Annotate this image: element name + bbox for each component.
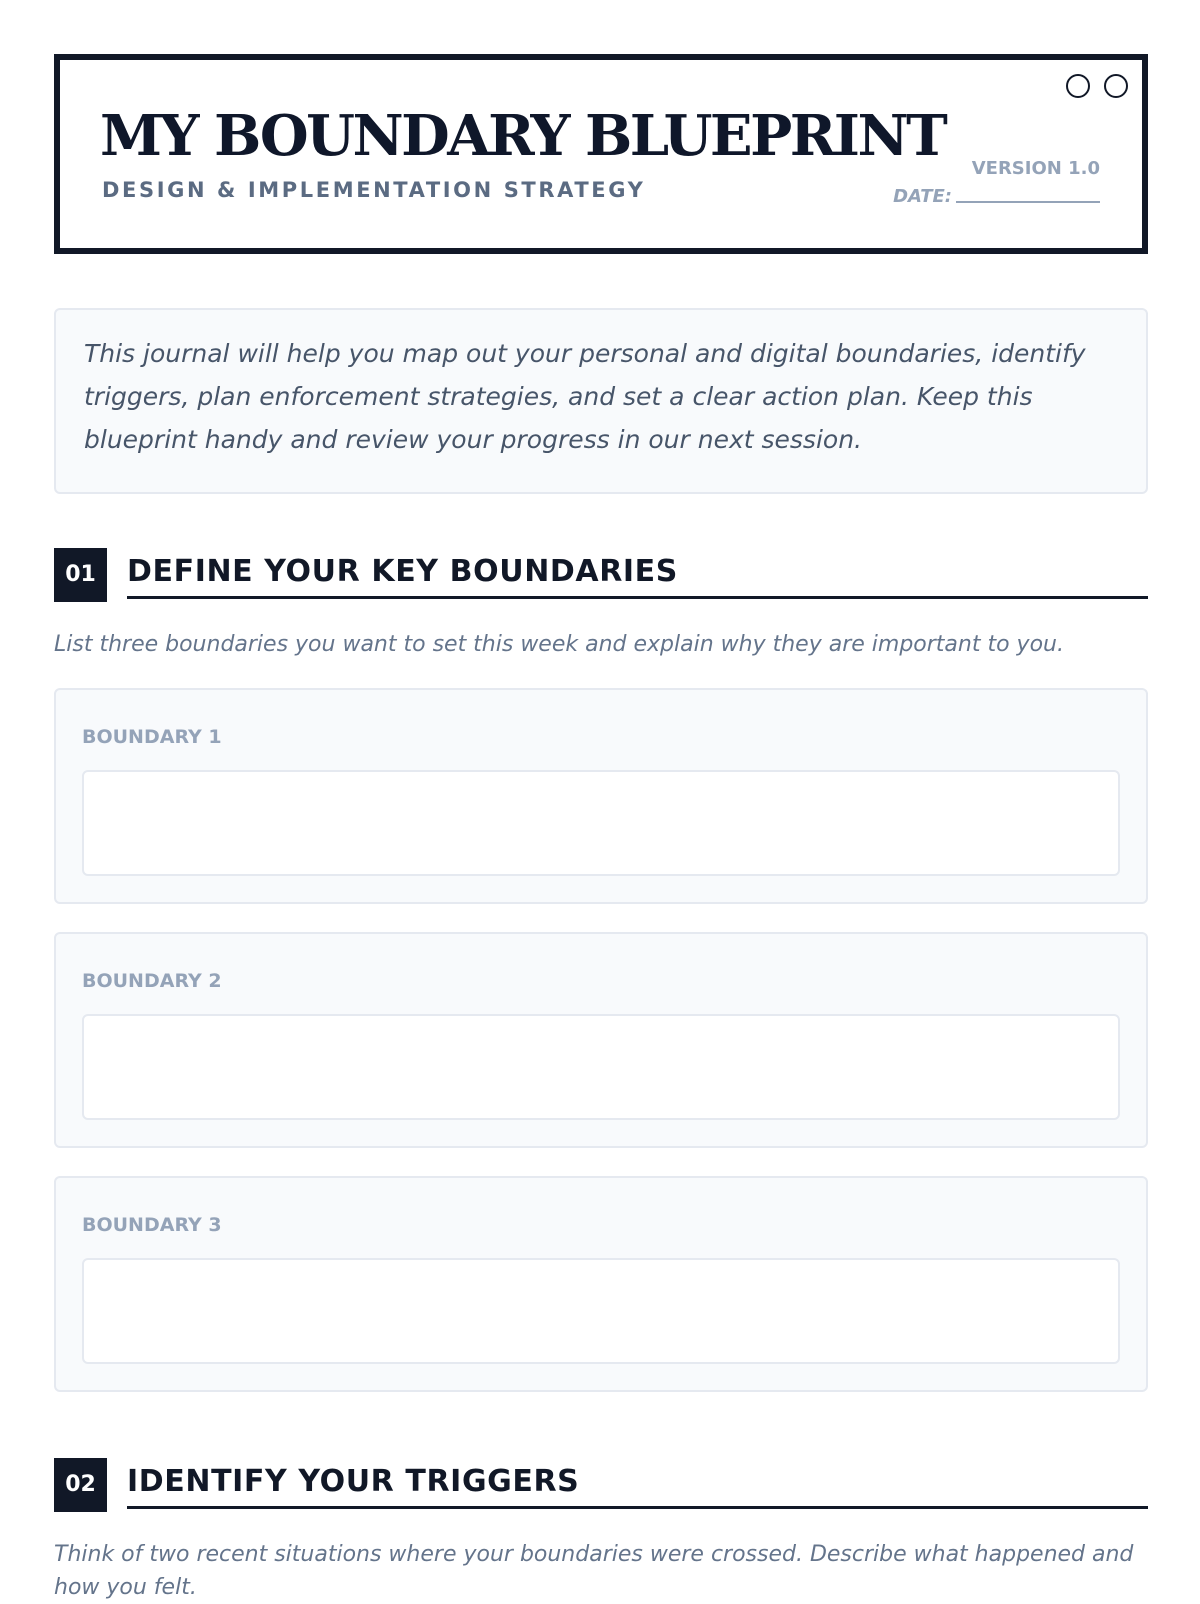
date-line[interactable] (956, 201, 1100, 203)
section-title: DEFINE YOUR KEY BOUNDARIES (127, 552, 1148, 599)
circle-icon (1066, 74, 1090, 98)
section-description: List three boundaries you want to set this week and explain why they are important to you. (54, 632, 1064, 657)
section-heading-02 (54, 1458, 1148, 1512)
intro-text: This journal will help you map out your personal and digital boundaries, identify triggers, plan enforcement strategies, and set a clear action plan. Keep this blueprint handy and review your progress in our next session. (84, 339, 1086, 454)
boundary-card-3 (54, 1176, 1148, 1392)
header-card (54, 54, 1148, 254)
decorative-circles (1066, 74, 1128, 98)
page-subtitle: DESIGN & IMPLEMENTATION STRATEGY (102, 178, 646, 202)
section-heading-01 (54, 548, 1148, 602)
circle-icon (1104, 74, 1128, 98)
date-label: DATE: (893, 186, 952, 207)
section-number-badge: 02 (54, 1458, 107, 1512)
version-label: VERSION 1.0 (971, 158, 1100, 179)
boundary-card-1 (54, 688, 1148, 904)
boundary-1-input[interactable] (82, 770, 1120, 876)
section-description: Think of two recent situations where your boundaries were crossed. Describe what happened and how you felt. (54, 1542, 1134, 1600)
boundary-3-input[interactable] (82, 1258, 1120, 1364)
boundary-label: BOUNDARY 3 (82, 1214, 222, 1236)
boundary-card-2 (54, 932, 1148, 1148)
boundary-label: BOUNDARY 1 (82, 726, 222, 748)
section-title: IDENTIFY YOUR TRIGGERS (127, 1462, 1148, 1509)
section-number-badge: 01 (54, 548, 107, 602)
intro-card (54, 308, 1148, 494)
page-title: MY BOUNDARY BLUEPRINT (100, 103, 946, 169)
boundary-label: BOUNDARY 2 (82, 970, 222, 992)
boundary-2-input[interactable] (82, 1014, 1120, 1120)
date-field[interactable] (893, 186, 1100, 207)
